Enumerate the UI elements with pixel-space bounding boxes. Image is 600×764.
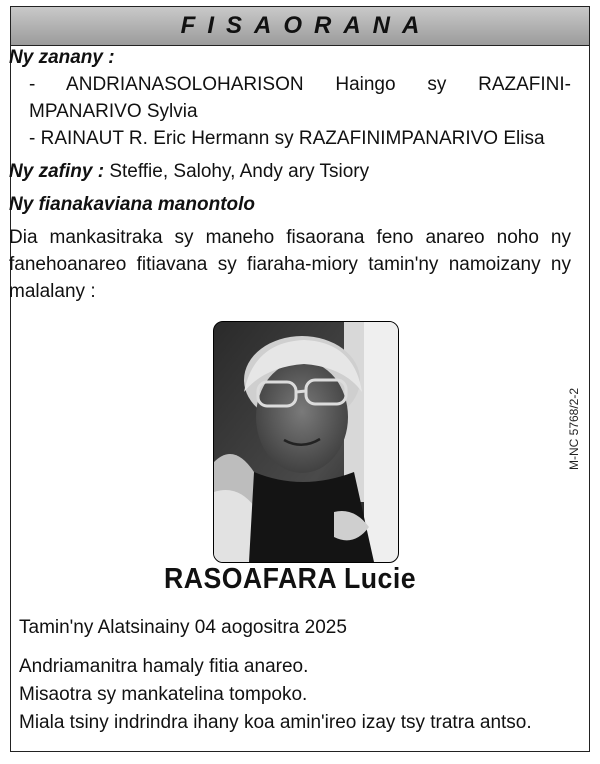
grandchildren-line [9, 158, 571, 185]
closing-line-1: Andriamanitra hamaly fitia anareo. [19, 656, 309, 677]
deceased-name: RASOAFARA Lucie [164, 563, 416, 595]
deceased-portrait [213, 321, 399, 563]
closing-line-3: Miala tsiny indrindra ihany koa amin'ireo izay tsy tratra antso. [19, 712, 532, 733]
family-heading: Ny fianakaviana manontolo [9, 194, 256, 215]
reference-code: M-NC 5768/2-2 [567, 387, 581, 470]
notice-date: Tamin'ny Alatsinainy 04 aogositra 2025 [19, 617, 347, 638]
children-line-2: MPANARIVO Sylvia [29, 101, 198, 122]
closing-line-2: Misaotra sy mankatelina tompoko. [19, 684, 308, 705]
closing-lines [19, 653, 532, 737]
notice-body [9, 44, 571, 305]
children-line-1: - ANDRIANASOLOHARISON Haingo sy RAZAFINI- [29, 74, 571, 95]
portrait-illustration [214, 322, 398, 562]
children-line-3: - RAINAUT R. Eric Hermann sy RAZAFINIMPANARIVO Elisa [29, 128, 545, 149]
grandchildren-heading: Ny zafiny : [9, 161, 105, 182]
children-heading: Ny zanany : [9, 47, 115, 68]
grandchildren-names: Steffie, Salohy, Andy ary Tsiory [109, 161, 370, 182]
thanks-message: Dia mankasitraka sy maneho fisaorana feno anareo noho ny fanehoanareo fitiavana sy fiaraha-miory tamin'ny namoizany ny malalany : [9, 227, 571, 302]
header-title: FISAORANA [180, 12, 432, 39]
header-banner [11, 7, 589, 46]
